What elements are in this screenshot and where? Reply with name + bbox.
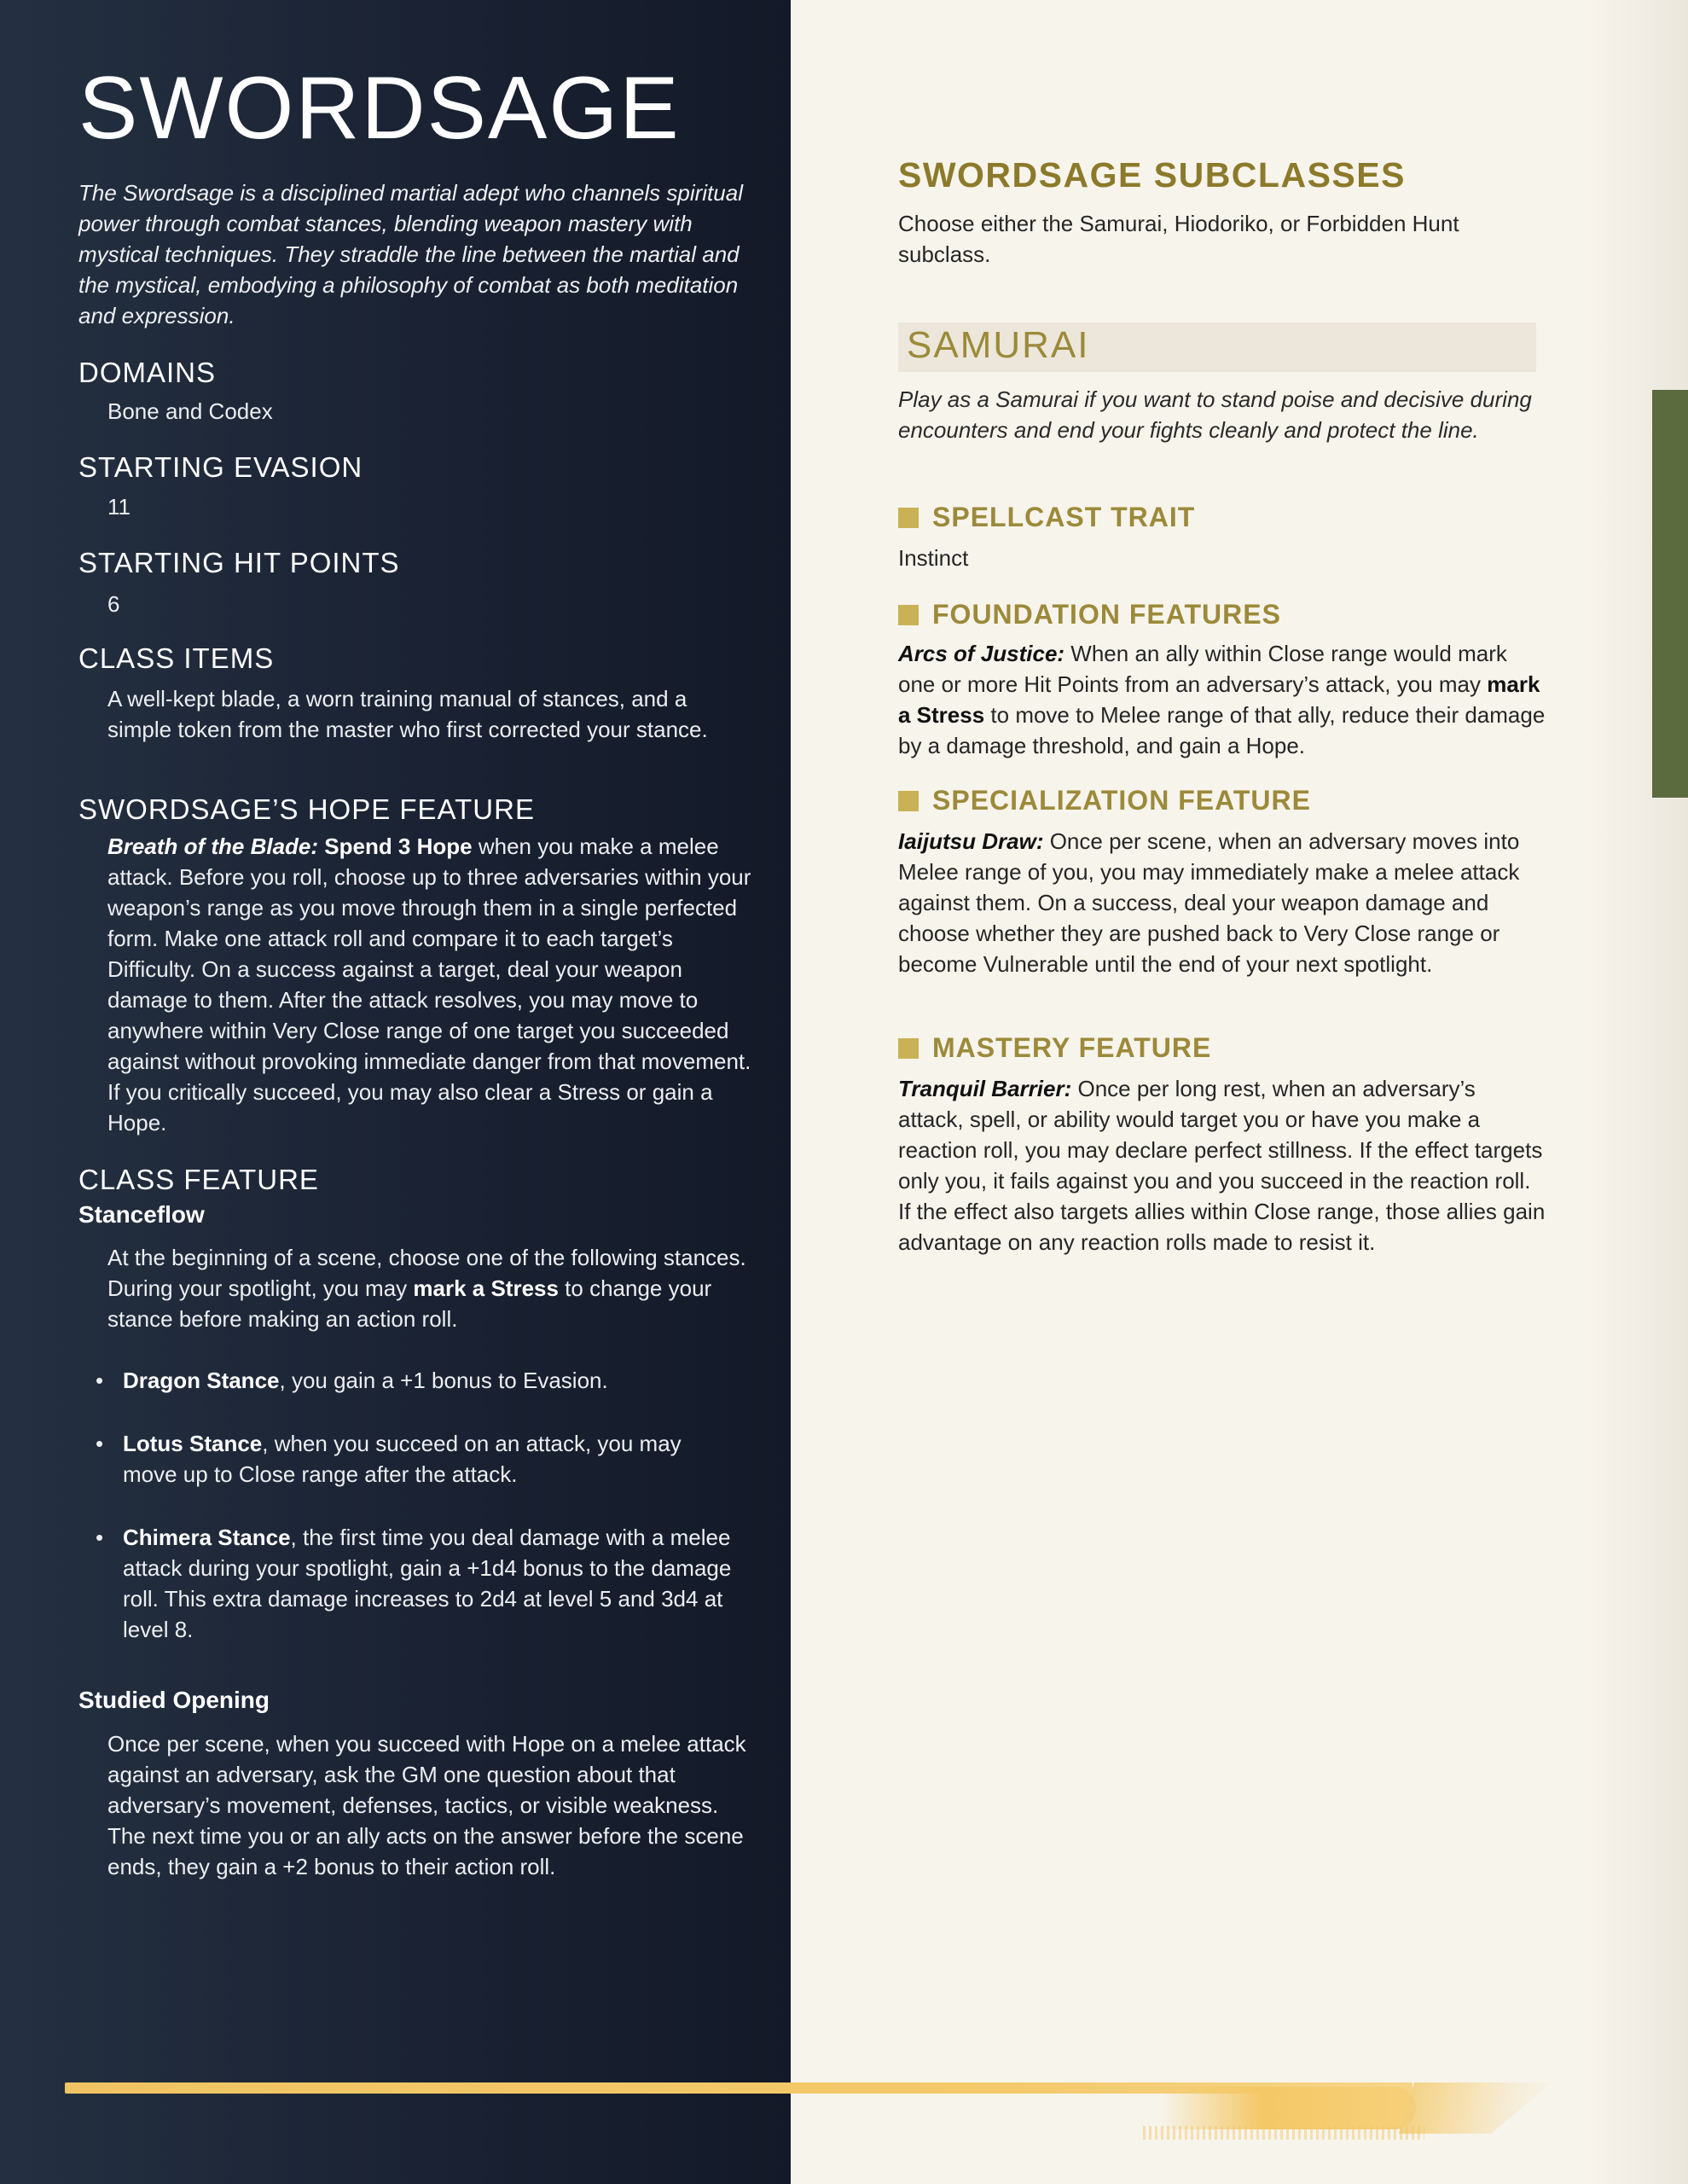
stance-text: , the first time you deal damage with a melee attack during your spotlight, gain a +1d4 bonus to the damage roll. This extra damage increases to 2d4 at level 5 and 3d4 at level 8.: [123, 1525, 732, 1642]
square-bullet-icon: [898, 1038, 919, 1059]
mastery-label: MASTERY FEATURE: [932, 1032, 1212, 1063]
square-bullet-icon: [898, 791, 919, 811]
stance-text: , when you succeed on an attack, you may move up to Close range after the attack.: [123, 1431, 682, 1487]
stanceflow-mark-stress: mark a Stress: [413, 1275, 559, 1301]
bullet-icon: •: [96, 1525, 104, 1550]
hope-feature-text: [107, 831, 756, 1138]
stanceflow-text-b: to change your stance before making an action roll.: [107, 1275, 712, 1332]
studied-opening-title: Studied Opening: [78, 1687, 270, 1713]
specialization-name: Iaijutsu Draw:: [898, 828, 1044, 854]
stanceflow-text: [107, 1242, 756, 1334]
page-title: SWORDSAGE: [78, 59, 681, 158]
studied-opening-text: Once per scene, when you succeed with Hope on a melee attack against an adversary, ask the GM one question about that adversary’s movement, defenses, tactics, or visible weakness. The next time you or an ally acts on the answer before the scene ends, they gain a +2 bonus to their action roll.: [107, 1731, 746, 1879]
hit-points-value: 6: [107, 591, 120, 617]
mastery-body: Once per long rest, when an adversary’s attack, spell, or ability would target you or have you make a reaction roll, you may declare perfect stillness. If the effect targets only you, it fails against you and you succeed in the reaction roll. If the effect also targets allies within Close range, those allies gain advantage on any reaction rolls made to resist it.: [898, 1076, 1546, 1255]
foundation-mark-stress: mark a Stress: [898, 671, 1540, 728]
subclasses-text: Choose either the Samurai, Hiodoriko, or Forbidden Hunt subclass.: [898, 211, 1459, 267]
domains-heading: DOMAINS: [78, 357, 217, 388]
mastery-heading: [898, 1032, 1211, 1064]
hope-feature-name: Breath of the Blade:: [107, 834, 319, 859]
footer-stripe-swoosh: [1160, 2087, 1416, 2129]
specialization-label: SPECIALIZATION FEATURE: [932, 785, 1311, 816]
list-item: [92, 1522, 740, 1645]
foundation-name: Arcs of Justice:: [898, 641, 1065, 666]
mastery-name: Tranquil Barrier:: [898, 1076, 1072, 1101]
mastery-text: [898, 1073, 1546, 1258]
foundation-text-b: to move to Melee range of that ally, reduce their damage by a damage threshold, and gain a Hope.: [898, 702, 1546, 758]
class-items-heading: CLASS ITEMS: [78, 642, 275, 674]
foundation-text: [898, 638, 1546, 761]
hope-feature-cost: Spend 3 Hope: [324, 834, 473, 859]
bullet-icon: •: [96, 1368, 104, 1393]
specialization-body: Once per scene, when an adversary moves into Melee range of you, you may immediately make a melee attack against them. On a success, deal your weapon damage and choose whether they are pushed back to Very Close range or become Vulnerable until the end of your next spotlight.: [898, 828, 1520, 977]
specialization-heading: [898, 785, 1311, 816]
subclasses-heading: SWORDSAGE SUBCLASSES: [898, 155, 1406, 195]
footer-stripe-dust: [1143, 2126, 1424, 2140]
specialization-text: [898, 826, 1546, 979]
stance-list: [92, 1365, 740, 1677]
samurai-intro: Play as a Samurai if you want to stand poise and decisive during encounters and end your fights cleanly and protect the line.: [898, 386, 1532, 443]
stance-name: Dragon Stance: [123, 1368, 280, 1393]
foundation-heading: [898, 599, 1281, 630]
evasion-value: 11: [107, 494, 131, 520]
domains-value: Bone and Codex: [107, 398, 273, 424]
list-item: [92, 1365, 740, 1396]
hope-feature-heading: SWORDSAGE’S HOPE FEATURE: [78, 793, 535, 825]
stanceflow-title: Stanceflow: [78, 1201, 205, 1228]
page-edge-shade: [1586, 0, 1688, 2184]
samurai-heading: SAMURAI: [907, 324, 1090, 366]
chapter-tab: [1652, 390, 1688, 798]
hit-points-heading: STARTING HIT POINTS: [78, 547, 400, 578]
class-feature-heading: CLASS FEATURE: [78, 1164, 319, 1195]
list-item: [92, 1428, 740, 1490]
class-items-value: A well-kept blade, a worn training manual of stances, and a simple token from the master who first corrected your stance.: [107, 686, 708, 742]
spellcast-label: SPELLCAST TRAIT: [932, 502, 1196, 532]
hope-feature-body: when you make a melee attack. Before you roll, choose up to three adversaries within your weapon’s range as you move through them in a single perfected form. Make one attack roll and compare it to each target’s Difficulty. On a success against a target, deal your weapon damage to them. After the attack resolves, you may move to anywhere within Very Close range of one target you succeeded against without provoking immediate danger from that movement. If you critically succeed, you may also clear a Stress or gain a Hope.: [107, 834, 751, 1136]
foundation-text-a: When an ally within Close range would mark one or more Hit Points from an adversary’s attack, you may: [898, 641, 1507, 697]
bullet-icon: •: [96, 1431, 104, 1456]
spellcast-heading: [898, 502, 1195, 533]
evasion-heading: STARTING EVASION: [78, 451, 363, 483]
spellcast-value: Instinct: [898, 545, 969, 571]
stance-name: Chimera Stance: [123, 1525, 291, 1550]
square-bullet-icon: [898, 605, 919, 625]
foundation-label: FOUNDATION FEATURES: [932, 599, 1281, 630]
stance-text: , you gain a +1 bonus to Evasion.: [279, 1368, 608, 1393]
class-intro: The Swordsage is a disciplined martial adept who channels spiritual power through combat stances, blending weapon mastery with mystical techniques. They straddle the line between the martial and the mystical, embodying a philosophy of combat as both meditation and expression.: [78, 180, 743, 328]
stance-name: Lotus Stance: [123, 1431, 263, 1456]
square-bullet-icon: [898, 508, 919, 528]
stanceflow-text-a: At the beginning of a scene, choose one of the following stances. During your spotlight, you may: [107, 1245, 746, 1301]
